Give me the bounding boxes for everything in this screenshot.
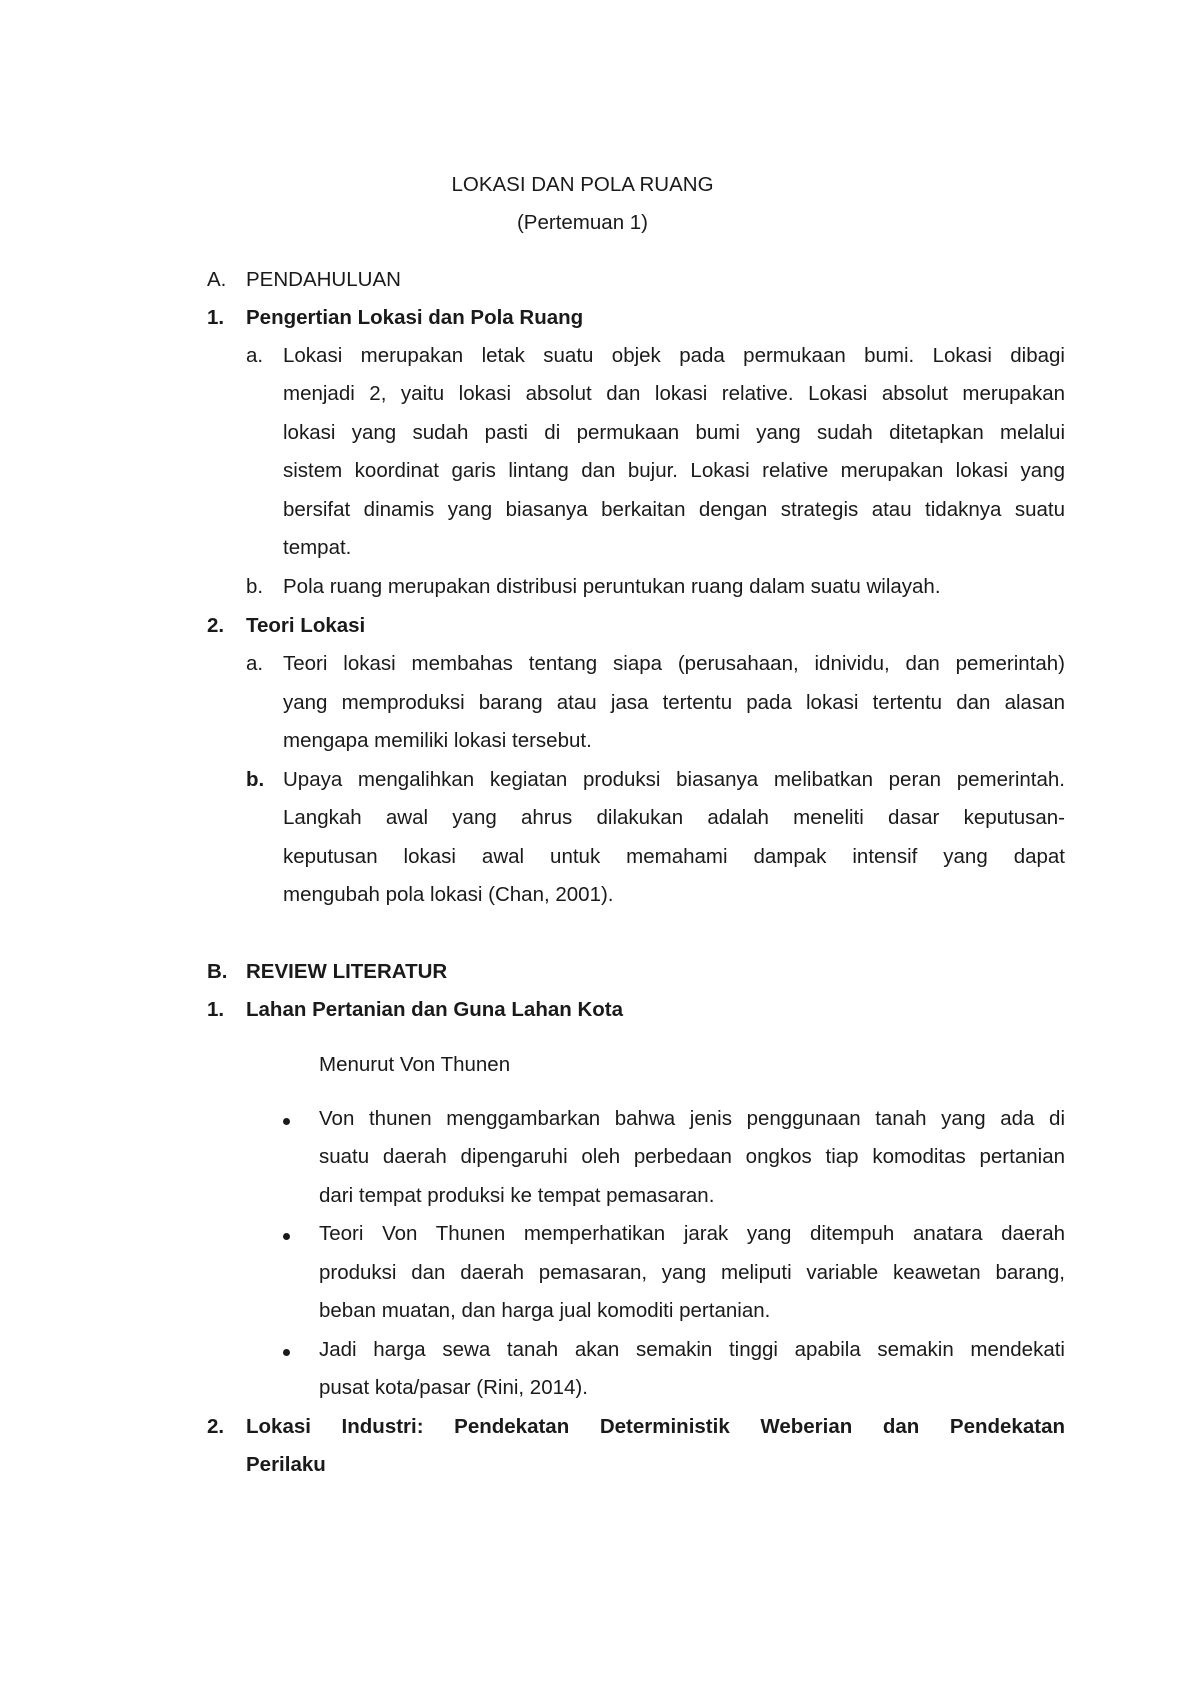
subsection-b2-marker: 2. (207, 1415, 225, 1438)
paragraph-line: sistem koordinat garis lintang dan bujur. Lokasi relative merupakan lokasi yang (283, 459, 1065, 482)
bullet-marker (283, 1233, 290, 1240)
bullet-line: suatu daerah dipengaruhi oleh perbedaan ongkos tiap komoditas pertanian (319, 1145, 1065, 1168)
section-b-marker: B. (207, 960, 228, 983)
bullet-line: produksi dan daerah pemasaran, yang meliputi variable keawetan barang, (319, 1261, 1065, 1284)
bullet-line: Von thunen menggambarkan bahwa jenis penggunaan tanah yang ada di (319, 1107, 1065, 1130)
paragraph-line: lokasi yang sudah pasti di permukaan bumi yang sudah ditetapkan melalui (283, 421, 1065, 444)
intro-text: Menurut Von Thunen (319, 1053, 511, 1076)
bullet-line: Teori Von Thunen memperhatikan jarak yang ditempuh anatara daerah (319, 1222, 1065, 1245)
bullet-line: Jadi harga sewa tanah akan semakin tinggi apabila semakin mendekati (319, 1338, 1065, 1361)
paragraph-line: menjadi 2, yaitu lokasi absolut dan lokasi relative. Lokasi absolut merupakan (283, 382, 1065, 405)
paragraph-line: tempat. (283, 536, 352, 559)
section-b-heading: REVIEW LITERATUR (246, 960, 448, 983)
subsection-b1-marker: 1. (207, 998, 225, 1021)
bullet-line: pusat kota/pasar (Rini, 2014). (319, 1376, 588, 1399)
bullet-line: dari tempat produksi ke tempat pemasaran. (319, 1184, 715, 1207)
subsection-b1-heading: Lahan Pertanian dan Guna Lahan Kota (246, 998, 624, 1021)
paragraph-line: keputusan lokasi awal untuk memahami dampak intensif yang dapat (283, 845, 1065, 868)
document-subtitle: (Pertemuan 1) (516, 211, 649, 234)
subsection-a2-heading: Teori Lokasi (246, 614, 366, 637)
paragraph-line: mengapa memiliki lokasi tersebut. (283, 729, 592, 752)
item-a1a-marker: a. (246, 344, 264, 367)
bullet-marker (283, 1118, 290, 1125)
bullet-marker (283, 1349, 290, 1356)
item-a2a-marker: a. (246, 652, 264, 675)
section-a-marker: A. (207, 268, 227, 291)
paragraph-line: bersifat dinamis yang biasanya berkaitan dengan strategis atau tidaknya suatu (283, 498, 1065, 521)
item-a1b-marker: b. (246, 575, 264, 598)
subsection-a1-heading: Pengertian Lokasi dan Pola Ruang (246, 306, 584, 329)
document-title: LOKASI DAN POLA RUANG (451, 173, 714, 196)
subsection-a1-marker: 1. (207, 306, 225, 329)
paragraph-line: yang memproduksi barang atau jasa tertentu pada lokasi tertentu dan alasan (283, 691, 1065, 714)
section-a-heading: PENDAHULUAN (246, 268, 401, 291)
paragraph-line: Upaya mengalihkan kegiatan produksi biasanya melibatkan peran pemerintah. (283, 768, 1065, 791)
paragraph-line: mengubah pola lokasi (Chan, 2001). (283, 883, 614, 906)
subsection-a2-marker: 2. (207, 614, 225, 637)
paragraph-line: Lokasi merupakan letak suatu objek pada permukaan bumi. Lokasi dibagi (283, 344, 1065, 367)
subsection-b2-heading-cont: Perilaku (246, 1453, 326, 1476)
paragraph-line: Pola ruang merupakan distribusi peruntukan ruang dalam suatu wilayah. (283, 575, 941, 598)
paragraph-line: Teori lokasi membahas tentang siapa (perusahaan, idnividu, dan pemerintah) (283, 652, 1065, 675)
item-a2b-marker: b. (246, 768, 265, 791)
bullet-line: beban muatan, dan harga jual komoditi pertanian. (319, 1299, 771, 1322)
subsection-b2-heading: Lokasi Industri: Pendekatan Deterministik Weberian dan Pendekatan (246, 1415, 1065, 1438)
paragraph-line: Langkah awal yang ahrus dilakukan adalah meneliti dasar keputusan- (283, 806, 1065, 829)
